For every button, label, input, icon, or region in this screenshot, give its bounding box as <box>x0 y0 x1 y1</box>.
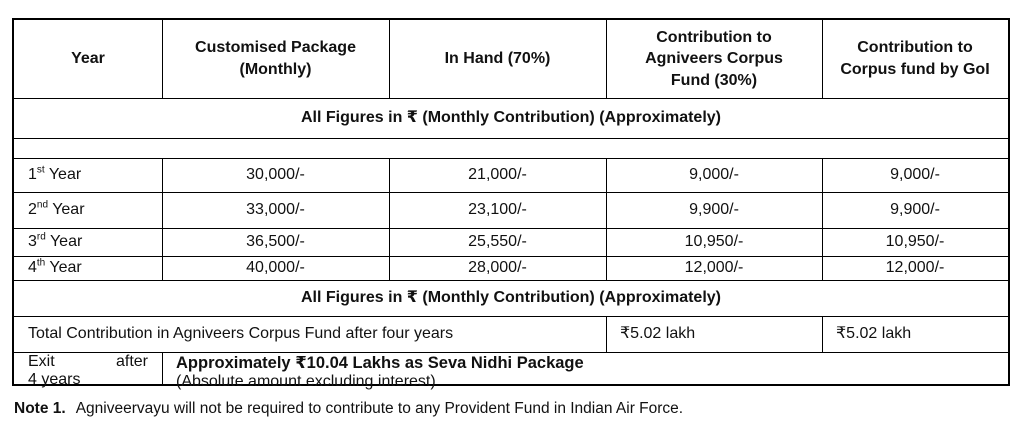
table-row <box>14 256 1008 280</box>
corpus-cell: 10,950/- <box>684 233 744 251</box>
figures-note: All Figures in ₹ (Monthly Contribution) (Approximately) <box>301 109 721 127</box>
seva-nidhi-package: Approximately ₹10.04 Lakhs as Seva Nidhi Package (Absolute amount excluding interest) <box>176 354 584 390</box>
figures-note: All Figures in ₹ (Monthly Contribution) (Approximately) <box>301 289 721 307</box>
goi-cell: 9,900/- <box>890 201 940 219</box>
table-row <box>14 192 1008 228</box>
year-cell: 3rd Year <box>28 231 83 251</box>
exit-label: Exit after 4 years <box>28 353 148 388</box>
corpus-cell: 9,900/- <box>689 201 739 219</box>
year-cell: 4th Year <box>28 257 82 277</box>
in-hand-cell: 28,000/- <box>468 259 527 277</box>
goi-cell: 12,000/- <box>885 259 945 277</box>
header-year: Year <box>71 50 105 68</box>
total-corpus: ₹5.02 lakh <box>620 325 696 343</box>
note-label: Note 1. <box>14 400 66 417</box>
package-cell: 36,500/- <box>246 233 305 251</box>
note-text: Agniveervayu will not be required to contribute to any Provident Fund in Indian Air Force. <box>75 400 684 417</box>
in-hand-cell: 21,000/- <box>468 166 527 184</box>
package-cell: 40,000/- <box>246 259 305 277</box>
header-in-hand: In Hand (70%) <box>444 50 551 68</box>
goi-cell: 9,000/- <box>890 166 940 184</box>
agniveer-pay-table <box>12 18 1010 390</box>
table-header-row <box>14 20 1008 98</box>
year-cell: 1st Year <box>28 164 82 184</box>
goi-cell: 10,950/- <box>885 233 945 251</box>
total-label: Total Contribution in Agniveers Corpus Fund after four years <box>28 325 454 343</box>
total-goi: ₹5.02 lakh <box>836 325 912 343</box>
header-goi-contribution: Contribution to Corpus fund by GoI <box>840 39 990 78</box>
table-row <box>14 228 1008 256</box>
exit-row <box>14 352 1008 390</box>
package-cell: 33,000/- <box>246 201 305 219</box>
figures-note-row <box>14 98 1008 138</box>
package-cell: 30,000/- <box>246 166 305 184</box>
footnote <box>14 400 683 418</box>
in-hand-cell: 25,550/- <box>468 233 527 251</box>
figures-note-row <box>14 280 1008 316</box>
spacer-row <box>14 138 1008 158</box>
header-corpus-contribution: Contribution to Agniveers Corpus Fund (30%) <box>645 28 783 89</box>
corpus-cell: 12,000/- <box>684 259 744 277</box>
in-hand-cell: 23,100/- <box>468 201 527 219</box>
corpus-cell: 9,000/- <box>689 166 739 184</box>
year-cell: 2nd Year <box>28 199 85 219</box>
table-row <box>14 158 1008 192</box>
total-row <box>14 316 1008 352</box>
header-customised-package: Customised Package (Monthly) <box>195 39 356 78</box>
